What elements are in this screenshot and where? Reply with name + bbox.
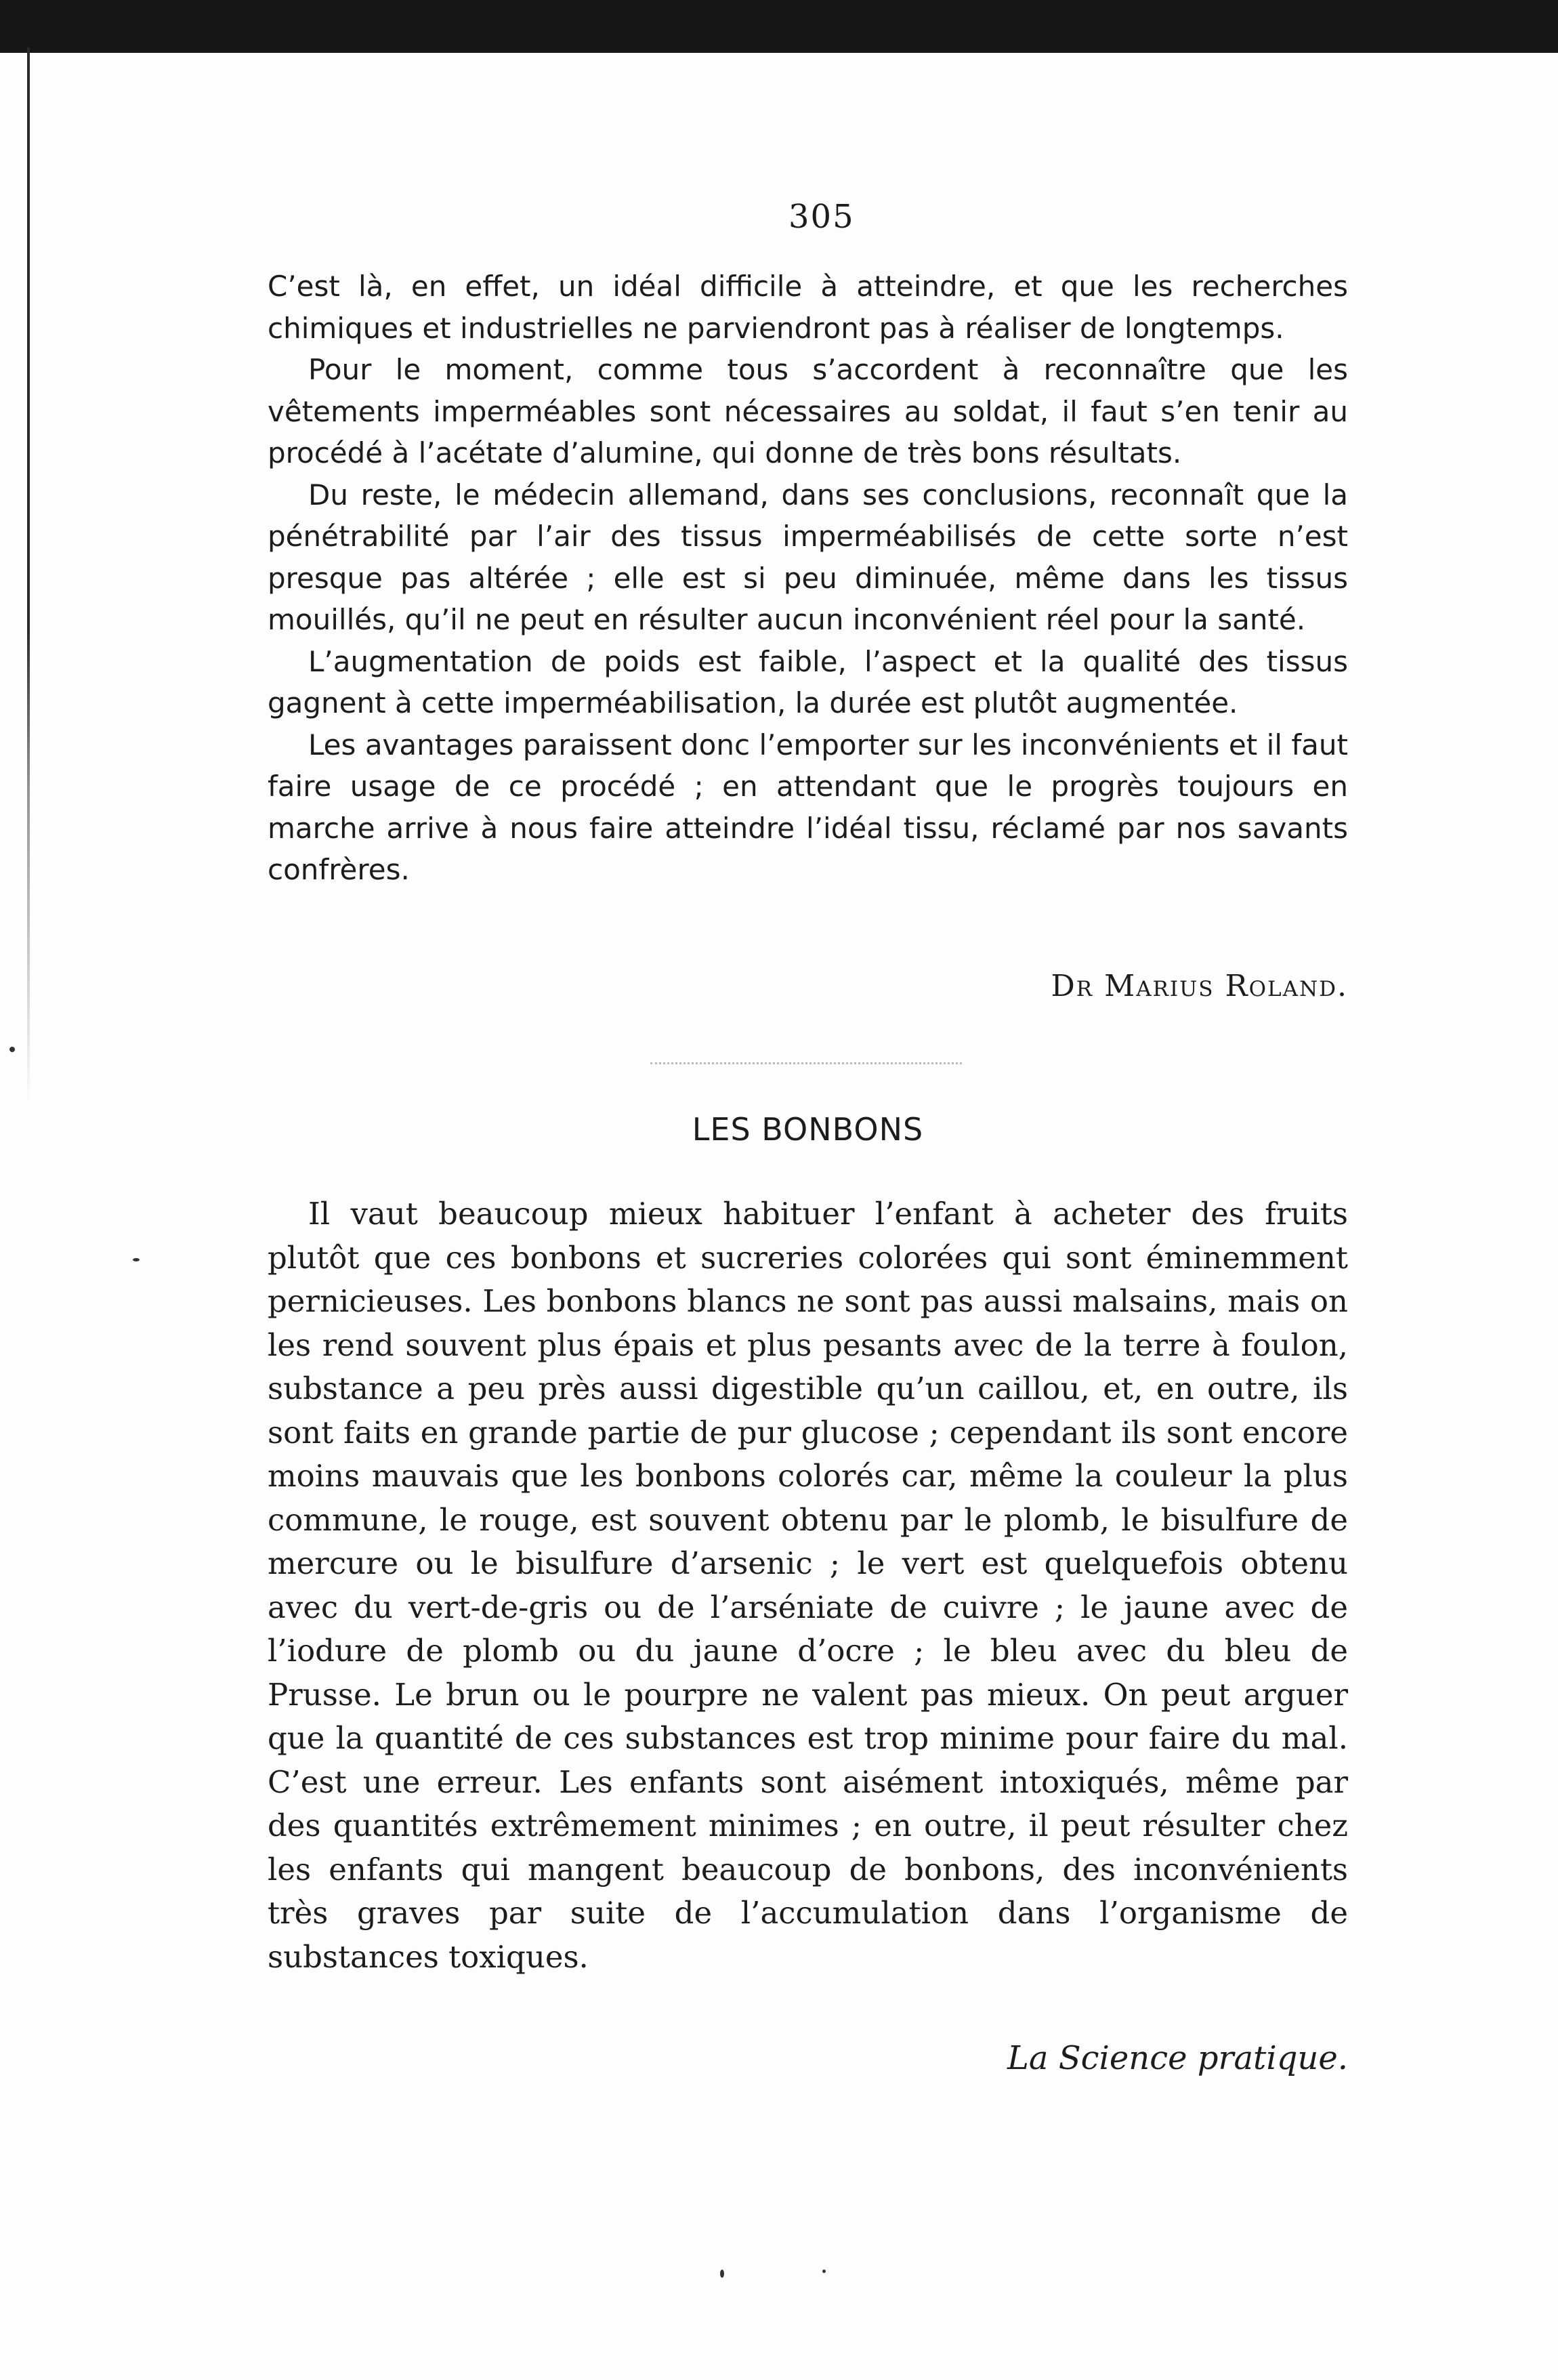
article-2-body [268,1192,1348,1979]
article-1-body [268,266,1348,891]
scan-top-border [0,0,1558,53]
scan-speck [9,1047,15,1052]
article-title: LES BONBONS [692,1111,924,1148]
paragraph: Il vaut beaucoup mieux habituer l’enfant à acheter des fruits plutôt que ces bonbons et sucreries colorées qui sont éminemment pernicieuses. Les bonbons blancs ne sont pas aussi malsains, mais on les rend souvent plus épais et plus pesants avec de la terre à foulon, substance a peu près aussi digestible qu’un caillou, et, en outre, ils sont faits en grande partie de pur glucose ; cependant ils sont encore moins mauvais que les bonbons colorés car, même la couleur la plus commune, le rouge, est souvent obtenu par le plomb, le bisulfure de mercure ou le bisulfure d’arsenic ; le vert est quelquefois obtenu avec du vert-de-gris ou de l’arséniate de cuivre ; le jaune avec de l’iodure de plomb ou du jaune d’ocre ; le bleu avec du bleu de Prusse. Le brun ou le pourpre ne valent pas mieux. On peut arguer que la quantité de ces substances est trop minime pour faire du mal. C’est une erreur. Les enfants sont aisément intoxiqués, même par des quantités extrêmement minimes ; en outre, il peut résulter chez les enfants qui mangent beaucoup de bonbons, des inconvénients très graves par suite de l’accumulation dans l’organisme de substances toxiques. [268,1196,1348,1975]
scan-left-border [27,47,30,1104]
scan-speck [133,1258,140,1261]
article-source: La Science pratique. [1007,2039,1348,2077]
section-separator [650,1062,962,1071]
page-number: 305 [788,198,855,236]
paragraph: L’augmentation de poids est faible, l’aspect et la qualité des tissus gagnent à cette imperméabilisation, la durée est plutôt augmentée. [268,644,1348,719]
paragraph: Les avantages paraissent donc l’emporter sur les inconvénients et il faut faire usage de ce procédé ; en attendant que le progrès toujours en marche arrive à nous faire atteindre l’idéal tissu, réclamé par nos savants confrères. [268,728,1348,886]
paragraph: Du reste, le médecin allemand, dans ses conclusions, reconnaît que la pénétrabilité par l’air des tissus imperméabilisés de cette sorte n’est presque pas altérée ; elle est si peu diminuée, même dans les tissus mouillés, qu’il ne peut en résulter aucun inconvénient réel pour la santé. [268,478,1348,636]
author-signature: Dr Marius Roland. [1051,969,1348,1003]
scan-speck [822,2270,826,2273]
scan-speck [720,2270,724,2278]
paragraph: C’est là, en effet, un idéal difficile à atteindre, et que les recherches chimiques et industrielles ne parviendront pas à réaliser de longtemps. [268,270,1348,345]
paragraph: Pour le moment, comme tous s’accordent à reconnaître que les vêtements imperméables sont nécessaires au soldat, il faut s’en tenir au procédé à l’acétate d’alumine, qui donne de très bons résultats. [268,353,1348,469]
